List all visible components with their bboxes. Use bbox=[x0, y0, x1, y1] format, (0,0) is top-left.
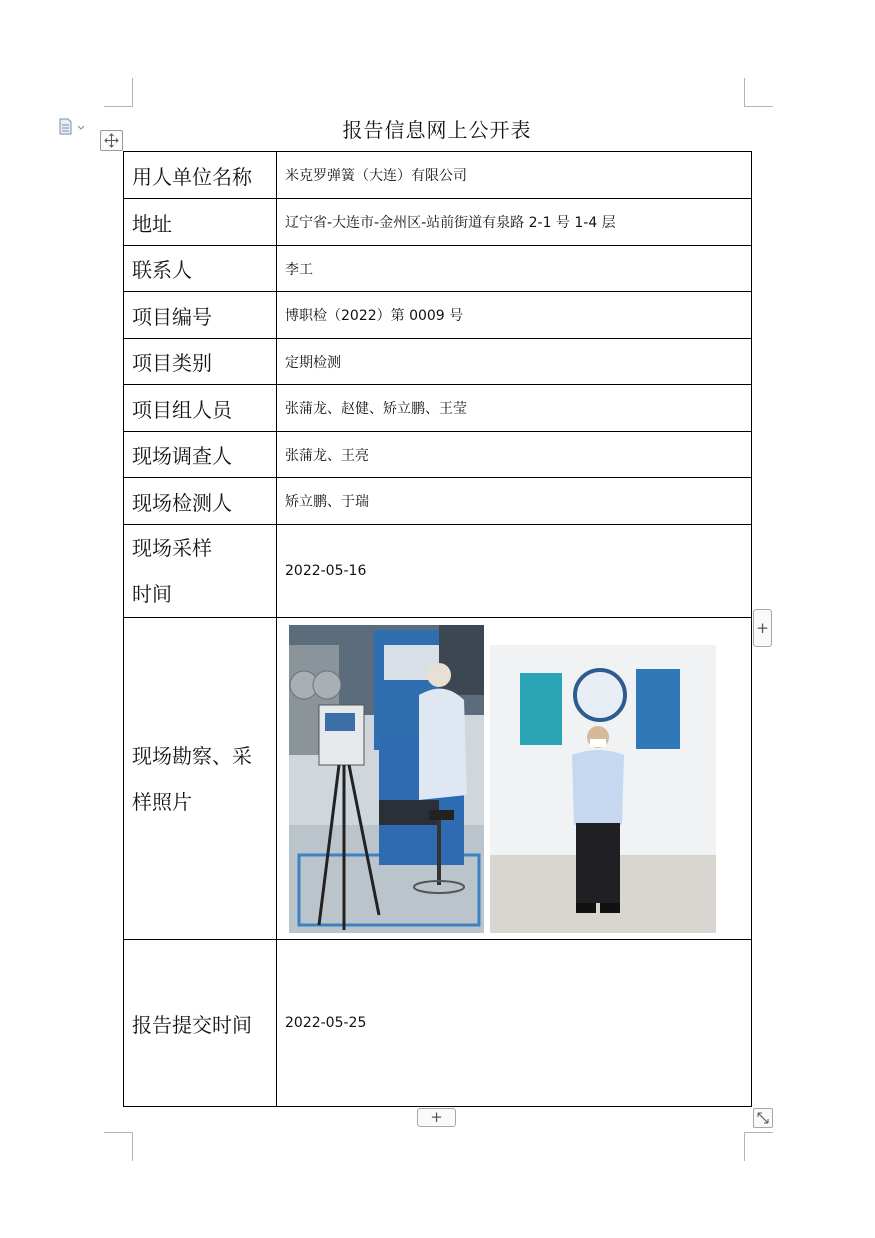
label-line: 现场勘察、采 bbox=[132, 743, 252, 768]
row-value[interactable]: 张蒲龙、王亮 bbox=[277, 432, 752, 478]
report-time-value[interactable]: 2022-05-25 bbox=[277, 940, 752, 1107]
sampling-time-label bbox=[124, 525, 277, 618]
row-label: 项目类别 bbox=[124, 339, 277, 385]
row-value[interactable]: 定期检测 bbox=[277, 339, 752, 385]
table-row bbox=[124, 618, 752, 940]
table-row bbox=[124, 385, 752, 432]
add-column-button[interactable]: + bbox=[753, 609, 772, 647]
row-value[interactable]: 矫立鹏、于瑞 bbox=[277, 478, 752, 525]
row-label: 联系人 bbox=[124, 246, 277, 292]
table-row bbox=[124, 339, 752, 385]
table-row bbox=[124, 292, 752, 339]
document-icon[interactable] bbox=[58, 118, 86, 136]
row-label: 项目组人员 bbox=[124, 385, 277, 432]
label-line: 时间 bbox=[132, 582, 172, 606]
table-row bbox=[124, 525, 752, 618]
row-value[interactable]: 李工 bbox=[277, 246, 752, 292]
report-time-label: 报告提交时间 bbox=[124, 940, 277, 1107]
table-row bbox=[124, 199, 752, 246]
crop-mark-bottom-left bbox=[104, 1132, 133, 1161]
add-row-button[interactable]: + bbox=[417, 1108, 456, 1127]
inspector-photo[interactable] bbox=[490, 645, 716, 933]
table-row bbox=[124, 478, 752, 525]
photos-cell bbox=[277, 618, 752, 940]
row-label: 项目编号 bbox=[124, 292, 277, 339]
crop-mark-top-left bbox=[104, 78, 133, 107]
row-label: 现场检测人 bbox=[124, 478, 277, 525]
table-row bbox=[124, 432, 752, 478]
row-value[interactable]: 博职检（2022）第 0009 号 bbox=[277, 292, 752, 339]
crop-mark-top-right bbox=[744, 78, 773, 107]
row-value[interactable]: 张蒲龙、赵健、矫立鹏、王莹 bbox=[277, 385, 752, 432]
sampling-photo[interactable] bbox=[289, 625, 484, 933]
label-line: 样照片 bbox=[132, 789, 192, 814]
sampling-time-value[interactable]: 2022-05-16 bbox=[277, 525, 752, 618]
move-handle-icon[interactable] bbox=[100, 130, 123, 151]
row-label: 现场调查人 bbox=[124, 432, 277, 478]
resize-icon[interactable] bbox=[753, 1108, 773, 1128]
page-title: 报告信息网上公开表 bbox=[342, 118, 532, 142]
photos-label bbox=[124, 618, 277, 940]
table-row bbox=[124, 246, 752, 292]
row-label: 地址 bbox=[124, 199, 277, 246]
table-row bbox=[124, 940, 752, 1107]
row-value[interactable]: 米克罗弹簧（大连）有限公司 bbox=[277, 152, 752, 199]
row-label: 用人单位名称 bbox=[124, 152, 277, 199]
label-line: 现场采样 bbox=[132, 536, 212, 560]
report-info-table bbox=[123, 151, 752, 1107]
crop-mark-bottom-right bbox=[744, 1132, 773, 1161]
row-value[interactable]: 辽宁省-大连市-金州区-站前街道有泉路 2-1 号 1-4 层 bbox=[277, 199, 752, 246]
table-row bbox=[124, 152, 752, 199]
photo-group bbox=[277, 619, 751, 939]
